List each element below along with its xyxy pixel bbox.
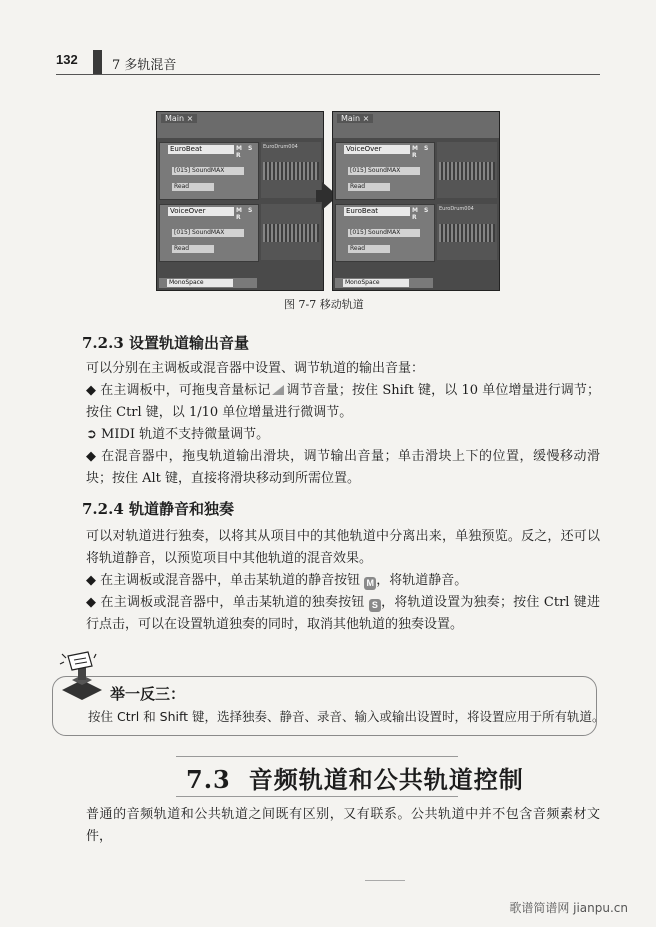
solo-button-icon: S xyxy=(369,599,381,612)
section-number: 7.3 xyxy=(186,765,231,794)
heading-7-2-3: 7.2.3 设置轨道输出音量 xyxy=(82,334,249,352)
track-mode: Read xyxy=(172,183,214,191)
track-buttons: M S R xyxy=(412,207,431,221)
track-name: VoiceOver xyxy=(344,145,410,154)
bullet-item xyxy=(60,592,600,636)
bullet-item xyxy=(60,570,600,592)
track-panel xyxy=(335,204,435,262)
main-tab: Main × xyxy=(337,114,373,123)
figure-screenshot-after xyxy=(332,111,500,291)
note: ➲ MIDI 轨道不支持微量调节。 xyxy=(86,427,270,442)
screenshot-toolbar xyxy=(157,112,323,138)
track-name: EuroBeat xyxy=(168,145,234,154)
track-panel xyxy=(159,142,259,200)
tip-text: 按住 Ctrl 和 Shift 键，选择独奏、静音、录音、输入或输出设置时，将设置应用于所有轨道。 xyxy=(88,709,605,724)
bullet-text: 调节音量；按住 Shift 键，以 10 单位增量进行调节；按住 Ctrl 键，以 1/10 单位增量进行微调节。 xyxy=(86,383,600,420)
watermark: 歌谱简谱网 jianpu.cn xyxy=(509,901,628,915)
bottom-track xyxy=(335,278,433,288)
section-title-text: 音频轨道和公共轨道控制 xyxy=(248,765,524,794)
bullet-item xyxy=(60,380,600,424)
bullet-text: ◆ 在主调板或混音器中，单击某轨道的独奏按钮 xyxy=(86,595,365,610)
section-7-3-body xyxy=(60,804,600,848)
track-device: [015] SoundMAX xyxy=(348,167,420,175)
figure-screenshot-before xyxy=(156,111,324,291)
paragraph: 可以分别在主调板或混音器中设置、调节轨道的输出音量： xyxy=(86,361,425,376)
paragraph: 普通的音频轨道和公共轨道之间既有区别，又有联系。公共轨道中并不包含音频素材文件， xyxy=(86,807,600,844)
section-7-2-4-body xyxy=(60,526,600,636)
track-name: MonoSpace xyxy=(167,279,233,287)
footer-mark xyxy=(365,880,405,881)
section-rule-top xyxy=(176,756,458,757)
track-device: [015] SoundMAX xyxy=(348,229,420,237)
bullet-text: ◆ 在主调板中，可拖曳音量标记 xyxy=(86,383,271,398)
lane-label: EuroDrum004 xyxy=(263,144,298,150)
waveform xyxy=(263,162,319,180)
heading-7-2-4: 7.2.4 轨道静音和独奏 xyxy=(82,500,234,518)
paragraph: 可以对轨道进行独奏，以将其从项目中的其他轨道中分离出来，单独预览。反之，还可以将轨道静音，以预览项目中其他轨道的混音效果。 xyxy=(86,529,600,566)
section-7-3-title xyxy=(186,760,524,795)
bullet-text: ，将轨道静音。 xyxy=(376,573,468,588)
header-rule xyxy=(56,74,600,75)
section-rule-bottom xyxy=(176,796,458,797)
volume-marker-icon xyxy=(272,385,284,395)
waveform xyxy=(439,224,495,242)
track-panel xyxy=(159,204,259,262)
mute-button-icon: M xyxy=(364,577,376,590)
track-name: MonoSpace xyxy=(343,279,409,287)
track-lane xyxy=(437,204,497,260)
page-number: 132 xyxy=(56,52,78,67)
header-bar xyxy=(93,50,102,74)
track-device: [015] SoundMAX xyxy=(172,229,244,237)
track-mode: Read xyxy=(348,183,390,191)
waveform xyxy=(263,224,319,242)
chapter-title: 7 多轨混音 xyxy=(112,58,177,73)
track-name: VoiceOver xyxy=(168,207,234,216)
section-7-2-3-body xyxy=(60,358,600,490)
figure-caption: 图 7-7 移动轨道 xyxy=(284,298,364,311)
track-buttons: M S R xyxy=(236,145,255,159)
tip-stack-icon xyxy=(58,650,106,702)
track-panel xyxy=(335,142,435,200)
bullet-text: ，将轨道设置为独奏；按住 Ctrl 键进行点击，可以在设置轨道独奏的同时，取消其他轨道的独奏设置。 xyxy=(86,595,600,632)
bullet-text: ◆ 在主调板或混音器中，单击某轨道的静音按钮 xyxy=(86,573,361,588)
track-lane xyxy=(437,142,497,198)
bottom-track xyxy=(159,278,257,288)
waveform xyxy=(439,162,495,180)
lane-label: EuroDrum004 xyxy=(439,206,474,212)
page-header xyxy=(56,50,600,80)
track-lane xyxy=(261,204,321,260)
track-lane xyxy=(261,142,321,198)
track-mode: Read xyxy=(348,245,390,253)
main-tab: Main × xyxy=(161,114,197,123)
tip-title: 举一反三： xyxy=(110,685,186,703)
bullet-item: ◆ 在混音器中，拖曳轨道输出滑块，调节输出音量；单击滑块上下的位置，缓慢移动滑块；按住 Alt 键，直接将滑块移动到所需位置。 xyxy=(86,449,600,486)
screenshot-toolbar xyxy=(333,112,499,138)
track-buttons: M S R xyxy=(412,145,431,159)
track-mode: Read xyxy=(172,245,214,253)
track-name: EuroBeat xyxy=(344,207,410,216)
track-device: [015] SoundMAX xyxy=(172,167,244,175)
track-buttons: M S R xyxy=(236,207,255,221)
